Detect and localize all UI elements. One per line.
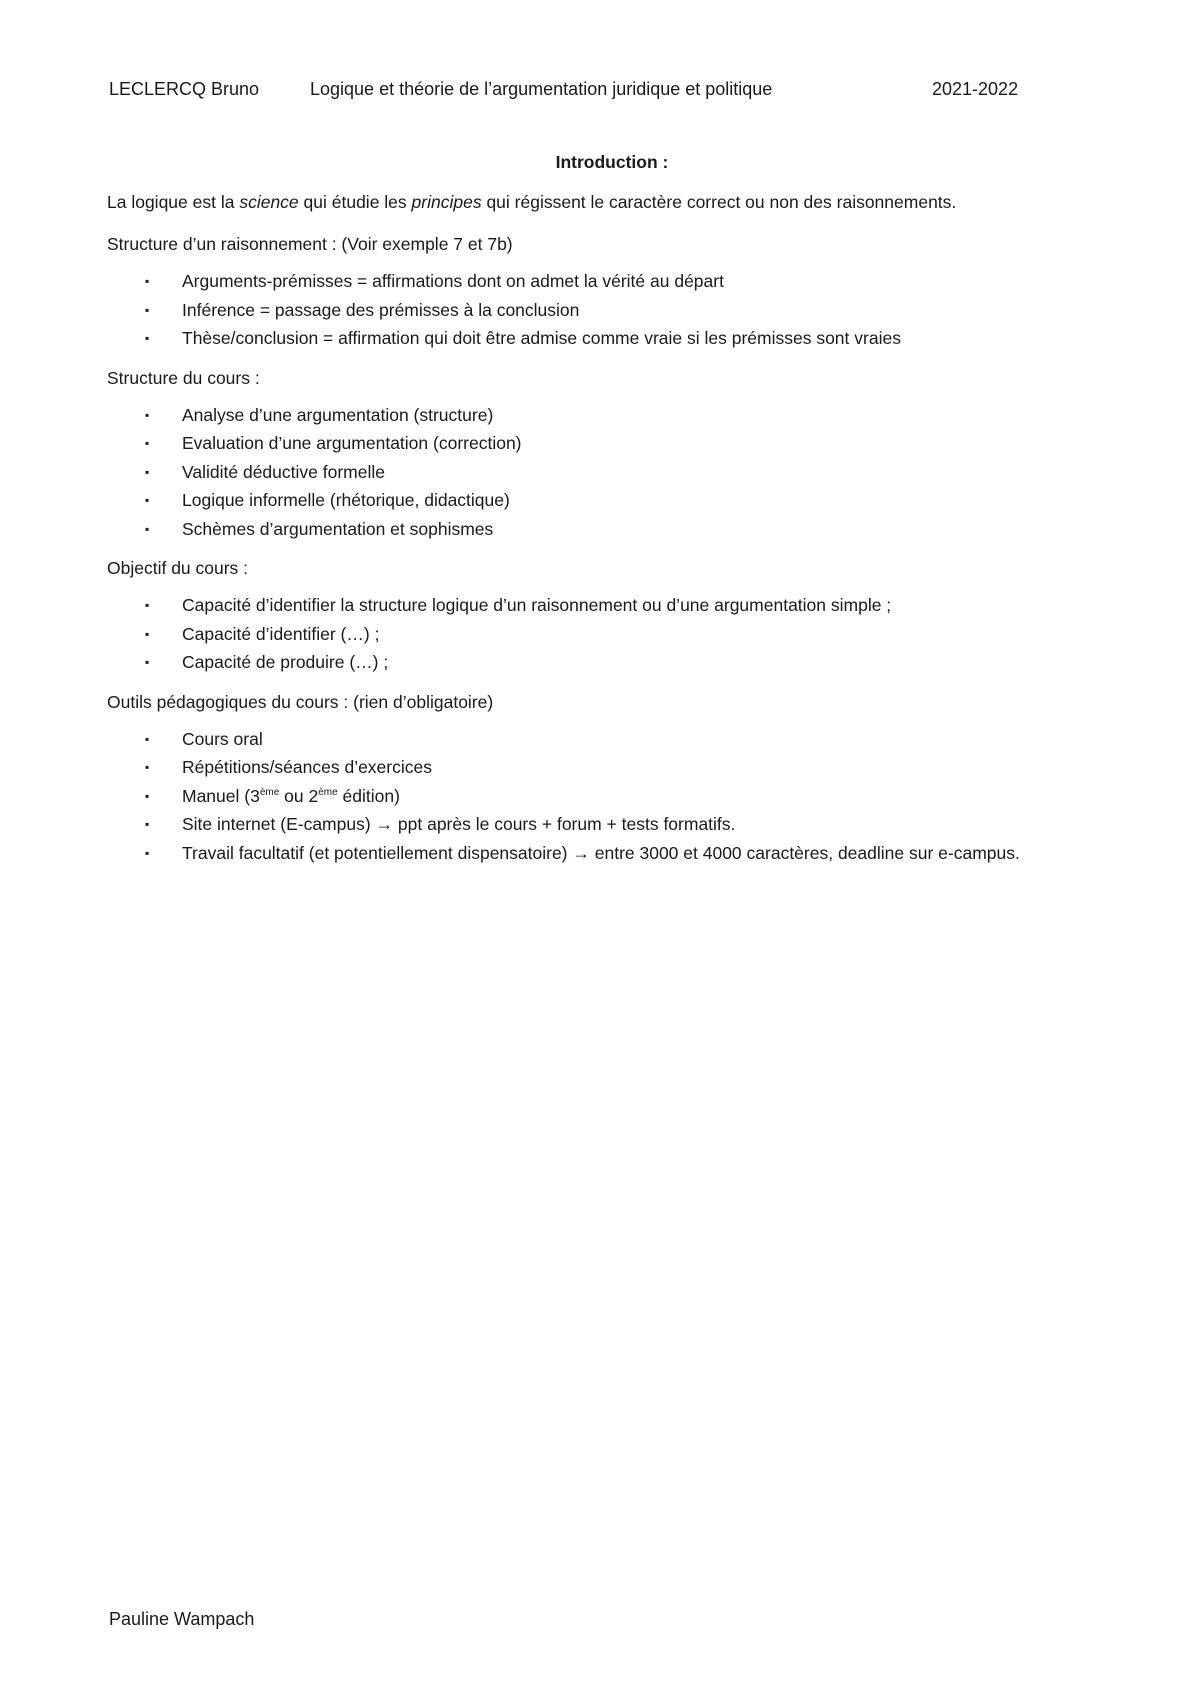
list-item-text: Inférence = passage des prémisses à la conclusion <box>182 299 580 320</box>
structure-raisonnement-label: Structure d’un raisonnement : (Voir exemple 7 et 7b) <box>107 234 513 254</box>
list-item <box>107 810 1097 839</box>
page-header <box>109 79 1029 103</box>
bullet-icon: ▪ <box>145 598 150 612</box>
header-year: 2021-2022 <box>932 79 1019 99</box>
objectif-cours-label: Objectif du cours : <box>107 558 249 578</box>
section-title: Introduction : <box>555 152 669 172</box>
list-item-text: Site internet (E-campus) → ppt après le cours + forum + tests formatifs. <box>182 814 736 834</box>
page-content <box>107 151 1097 881</box>
manuel-suffix: édition) <box>337 785 400 806</box>
bullet-icon: ▪ <box>145 464 150 479</box>
page-footer: Pauline Wampach <box>109 1609 255 1629</box>
objectif-cours-list <box>107 591 1097 677</box>
structure-cours-list <box>107 401 1097 544</box>
definition-emphasis-science: science <box>239 192 299 212</box>
list-item <box>107 401 1097 430</box>
list-item <box>107 296 1097 325</box>
manuel-middle: ou 2 <box>279 785 319 806</box>
list-item <box>107 753 1097 782</box>
bullet-icon: ▪ <box>145 521 150 536</box>
bullet-icon: ▪ <box>145 760 150 774</box>
definition-emphasis-principes: principes <box>411 192 482 212</box>
bullet-icon: ▪ <box>145 436 150 450</box>
list-item <box>107 324 1097 353</box>
list-item-text: Travail facultatif (et potentiellement dispensatoire) → entre 3000 et 4000 caractères, deadline sur e-campus. <box>182 842 1020 863</box>
bullet-icon: ▪ <box>145 302 150 317</box>
definition-text-1: La logique est la <box>107 192 240 212</box>
list-item <box>107 839 1097 868</box>
header-author: LECLERCQ Bruno <box>109 79 260 99</box>
manuel-prefix: Manuel (3 <box>182 785 260 806</box>
list-item <box>107 267 1097 296</box>
outils-label: Outils pédagogiques du cours : (rien d’obligatoire) <box>107 691 494 712</box>
bullet-icon: ▪ <box>145 731 150 746</box>
bullet-icon: ▪ <box>145 331 150 345</box>
list-item-text: Arguments-prémisses = affirmations dont on admet la vérité au départ <box>182 271 724 291</box>
structure-cours-label: Structure du cours : <box>107 367 260 388</box>
list-item-text: Schèmes d’argumentation et sophismes <box>182 518 494 539</box>
bullet-icon: ▪ <box>145 655 150 669</box>
list-item-text: Evaluation d’une argumentation (correction) <box>182 433 522 453</box>
list-item-text: Thèse/conclusion = affirmation qui doit être admise comme vraie si les prémisses sont vraies <box>182 328 901 348</box>
list-item-text: Logique informelle (rhétorique, didactique) <box>182 490 510 510</box>
manuel-superscript-1: ème <box>259 786 280 798</box>
list-item-text: Capacité d’identifier (…) ; <box>182 623 380 644</box>
list-item-text: Répétitions/séances d’exercices <box>182 757 432 777</box>
list-item <box>107 725 1097 754</box>
bullet-icon: ▪ <box>145 274 150 288</box>
bullet-icon: ▪ <box>145 845 150 860</box>
list-item <box>107 515 1097 544</box>
list-item-text: Validité déductive formelle <box>182 461 385 482</box>
list-item <box>107 458 1097 487</box>
list-item-text: Cours oral <box>182 728 263 749</box>
definition-text-2: qui étudie les <box>298 192 412 212</box>
list-item-text: Analyse d’une argumentation (structure) <box>182 404 494 425</box>
bullet-icon: ▪ <box>145 626 150 641</box>
list-item <box>107 429 1097 458</box>
definition-paragraph <box>107 191 1097 213</box>
list-item-text-manuel <box>182 786 400 806</box>
list-item <box>107 620 1097 649</box>
header-course-title: Logique et théorie de l’argumentation juridique et politique <box>310 79 773 99</box>
outils-list <box>107 725 1097 868</box>
list-item <box>107 591 1097 620</box>
list-item <box>107 486 1097 515</box>
list-item <box>107 648 1097 677</box>
list-item-text: Capacité de produire (…) ; <box>182 652 389 672</box>
bullet-icon: ▪ <box>145 493 150 507</box>
list-item-text: Capacité d’identifier la structure logique d’un raisonnement ou d’une argumentation simple ; <box>182 595 892 615</box>
list-item <box>107 782 1097 811</box>
bullet-icon: ▪ <box>145 788 150 803</box>
bullet-icon: ▪ <box>145 407 150 422</box>
definition-text-3: qui régissent le caractère correct ou non des raisonnements. <box>481 192 957 212</box>
structure-raisonnement-list <box>107 267 1097 353</box>
bullet-icon: ▪ <box>145 817 150 831</box>
manuel-superscript-2: ème <box>318 786 338 798</box>
